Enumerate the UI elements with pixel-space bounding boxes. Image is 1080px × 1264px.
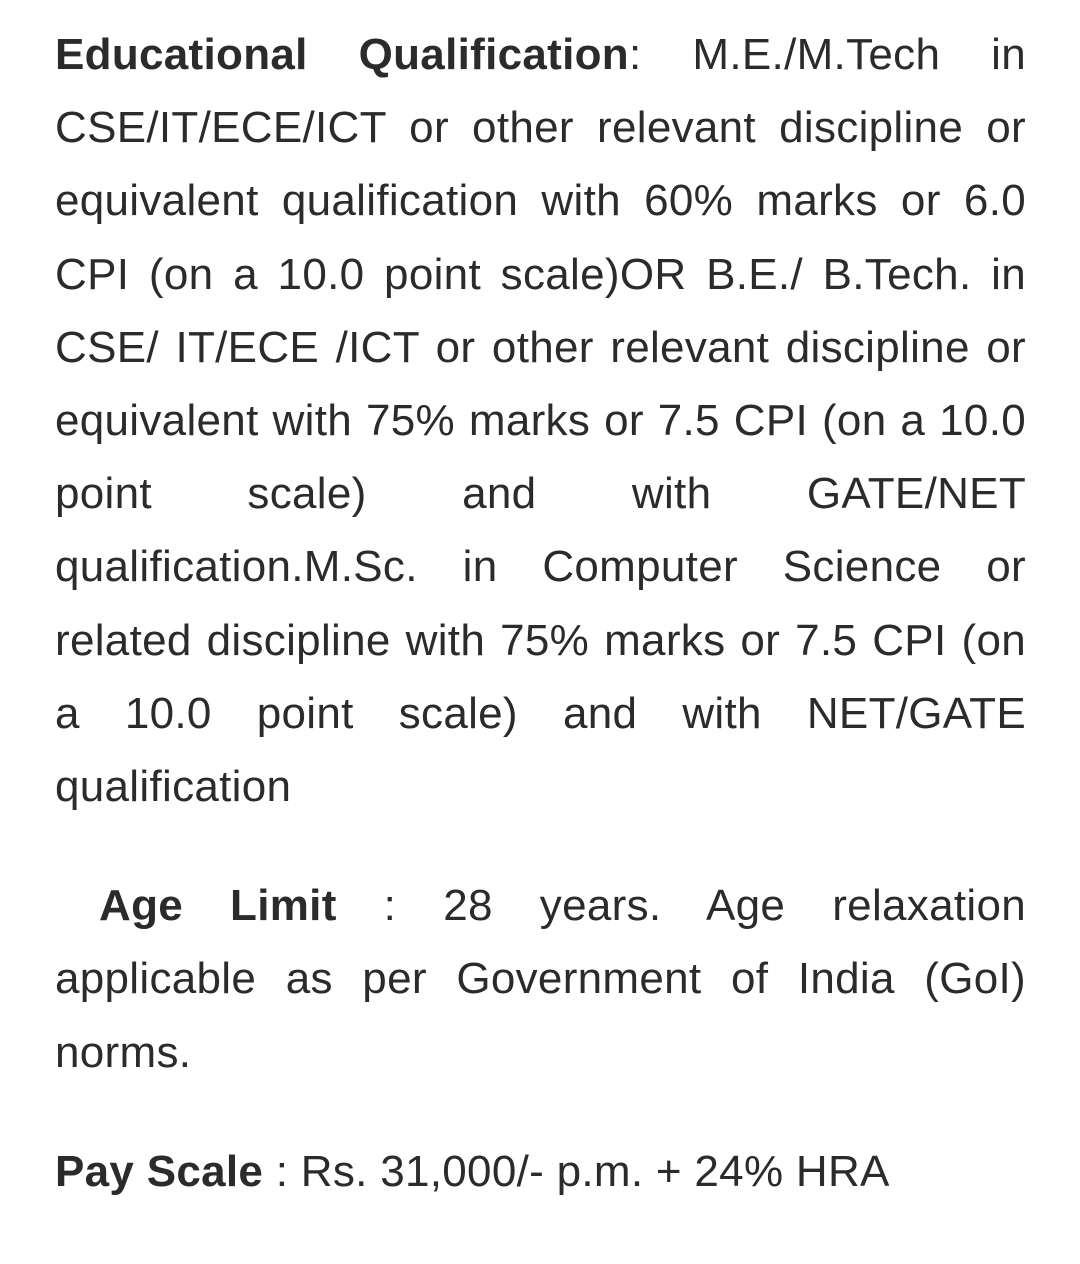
pay-scale-separator: : — [263, 1146, 301, 1196]
educational-qualification-text: M.E./M.Tech in CSE/IT/ECE/ICT or other relevant discipline or equivalent qualification with 60% marks or 6.0 CPI (on a 10.0 point scale)OR B.E./ B.Tech. in CSE/ IT/ECE /ICT or other relevant discipline or equivalent with 75% marks or 7.5 CPI (on a 10.0 point scale) and with GATE/NET qualification.M.Sc. in Computer Science or related discipline with 75% marks or 7.5 CPI (on a 10.0 point scale) and with NET/GATE qualification — [55, 30, 1026, 812]
pay-scale-label: Pay Scale — [55, 1146, 264, 1196]
age-limit-label: Age Limit — [99, 881, 337, 931]
job-details — [55, 18, 1026, 1208]
age-limit-text: 28 years. Age relaxation applicable as per Government of India (GoI) norms. — [55, 881, 1027, 1077]
educational-qualification-separator: : — [628, 30, 642, 79]
age-limit-paragraph — [55, 869, 1026, 1089]
educational-qualification-label: Educational Qualification — [55, 30, 629, 79]
pay-scale-text: Rs. 31,000/- p.m. + 24% HRA — [300, 1146, 890, 1196]
educational-qualification-paragraph — [55, 18, 1026, 823]
age-limit-separator: : — [336, 881, 444, 931]
pay-scale-paragraph — [55, 1135, 1026, 1208]
